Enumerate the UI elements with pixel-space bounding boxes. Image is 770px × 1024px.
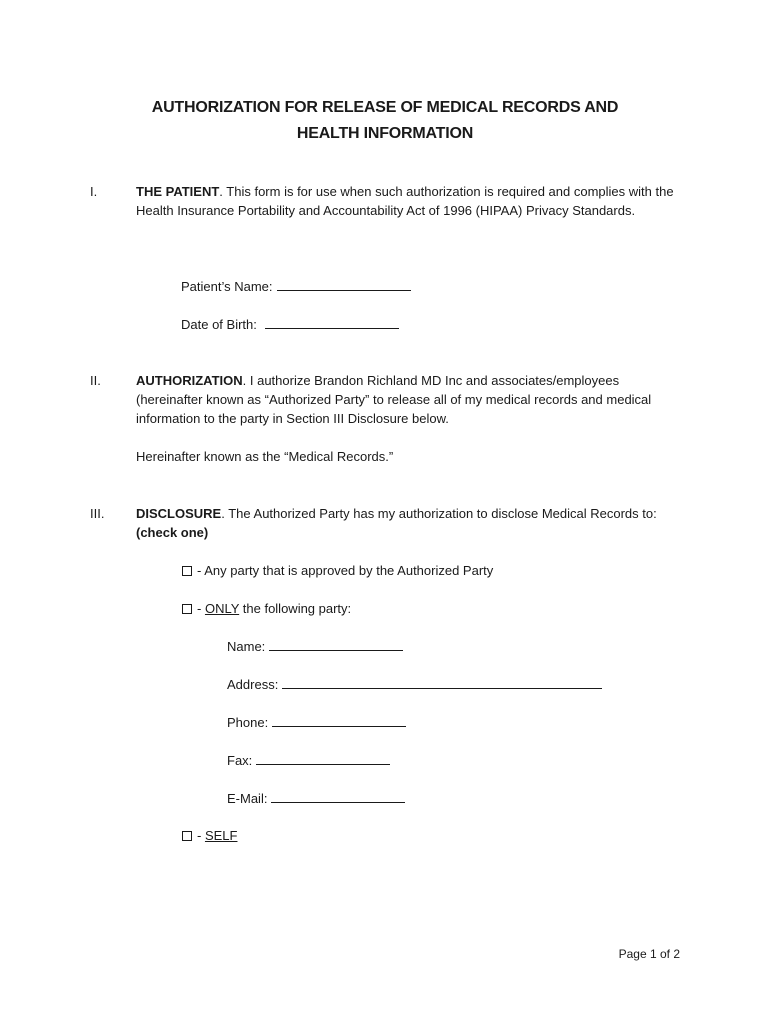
fax-row (227, 751, 390, 770)
section-2-heading: AUTHORIZATION (136, 373, 243, 388)
option-only-emphasis: ONLY (204, 601, 240, 616)
dob-row (181, 315, 399, 334)
address-label: Address: (227, 677, 279, 692)
section-1-text: . This form is for use when such authorization is required and complies with the Health Insurance Portability and Accountability Act of 1996 (HIPAA) Privacy Standards. (136, 184, 674, 218)
option-any-party-label: - Any party that is approved by the Authorized Party (197, 563, 494, 578)
phone-field[interactable] (272, 713, 406, 727)
section-2-paragraph (136, 371, 656, 428)
dob-label: Date of Birth: (181, 317, 257, 332)
section-3-number: III. (90, 506, 105, 521)
section-2-number: II. (90, 373, 101, 388)
fax-field[interactable] (256, 751, 390, 765)
option-only-prefix: - (197, 601, 205, 616)
patient-name-row (181, 277, 411, 296)
name-label: Name: (227, 639, 266, 654)
patient-name-label: Patient’s Name: (181, 279, 273, 294)
option-self (182, 826, 237, 845)
option-only-party (182, 599, 351, 618)
document-title (100, 95, 670, 147)
option-only-suffix: the following party: (239, 601, 352, 616)
patient-name-field[interactable] (277, 277, 411, 291)
section-1-number: I. (90, 184, 98, 199)
title-line-2: HEALTH INFORMATION (296, 125, 474, 142)
check-one-label: (check one) (136, 525, 209, 540)
section-3-paragraph (136, 504, 696, 542)
page-number: Page 1 of 2 (618, 947, 680, 961)
name-row (227, 637, 403, 656)
checkbox-any-party[interactable] (182, 566, 192, 576)
checkbox-self[interactable] (182, 831, 192, 841)
option-self-label: SELF (204, 828, 238, 843)
address-field[interactable] (282, 675, 602, 689)
section-2-note: Hereinafter known as the “Medical Records.” (136, 449, 394, 464)
name-field[interactable] (269, 637, 403, 651)
email-label: E-Mail: (227, 791, 268, 806)
email-row (227, 789, 405, 808)
section-1-heading: THE PATIENT (136, 184, 220, 199)
phone-row (227, 713, 406, 732)
section-2-text: . I authorize Brandon Richland MD Inc and associates/employees (hereinafter known as “Authorized Party” to release all of my medical records and medical information to the party in Section III Disclosure below. (136, 373, 652, 426)
checkbox-only-party[interactable] (182, 604, 192, 614)
phone-label: Phone: (227, 715, 269, 730)
section-3-heading: DISCLOSURE (136, 506, 222, 521)
fax-label: Fax: (227, 753, 253, 768)
email-field[interactable] (271, 789, 405, 803)
dob-field[interactable] (265, 315, 399, 329)
title-line-1: AUTHORIZATION FOR RELEASE OF MEDICAL RECORDS AND (151, 99, 619, 116)
option-any-party (182, 561, 493, 580)
address-row (227, 675, 602, 694)
option-self-prefix: - (197, 828, 205, 843)
section-3-text: . The Authorized Party has my authorization to disclose Medical Records to: (221, 506, 657, 521)
section-1-paragraph (136, 182, 696, 220)
